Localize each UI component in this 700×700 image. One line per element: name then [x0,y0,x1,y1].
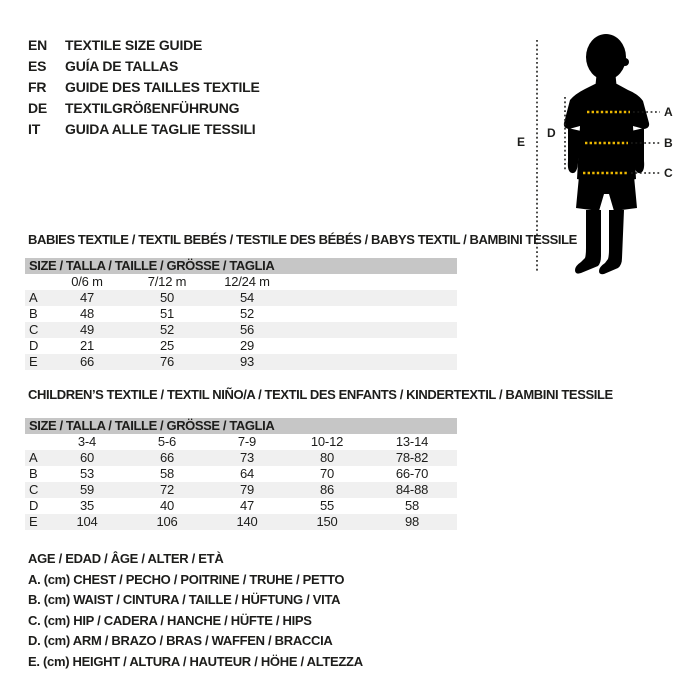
measurement-legend [28,549,363,672]
cell-value: 50 [159,290,175,305]
cell-value: 73 [239,450,255,465]
cell-value: 25 [159,338,175,353]
filler-cell [287,306,457,322]
cell-value: 98 [404,514,420,529]
legend-line-age: AGE / EDAD / ÂGE / ALTER / ETÀ [28,551,224,566]
cell-value: 58 [159,466,175,481]
row-label: C [29,482,39,497]
children-section-title: CHILDREN’S TEXTILE / TEXTIL NIÑO/A / TEXTIL DES ENFANTS / KINDERTEXTIL / BAMBINI TESSILE [28,387,613,402]
column-header: 0/6 m [71,274,103,289]
table-row-e [25,514,457,530]
cell-value: 55 [319,498,335,513]
empty-corner-cell [25,434,47,450]
legend-line-height: E. (cm) HEIGHT / ALTURA / HAUTEUR / HÖHE / ALTEZZA [28,653,363,669]
children-column-header-row [25,434,457,450]
cell-value: 106 [156,514,178,529]
empty-corner-cell [25,274,47,290]
cell-value: 56 [239,322,255,337]
cell-value: 52 [159,322,175,337]
figure-label-waist: B [664,136,673,150]
figure-label-chest: A [664,105,673,119]
legend-line-chest: A. (cm) CHEST / PECHO / POITRINE / TRUHE / PETTO [28,571,345,587]
cell-value: 66-70 [395,466,429,481]
cell-value: 93 [239,354,255,369]
table-row-b [25,306,457,322]
language-row-de [28,98,260,119]
babies-section-title: BABIES TEXTILE / TEXTIL BEBÉS / TESTILE DES BÉBÉS / BABYS TEXTIL / BAMBINI TESSILE [28,232,577,247]
cell-value: 76 [159,354,175,369]
cell-value: 40 [159,498,175,513]
cell-value: 58 [404,498,420,513]
cell-value: 35 [79,498,95,513]
babies-column-header-row [25,274,457,290]
column-header: 12/24 m [224,274,270,289]
row-label: C [29,322,39,337]
children-table-header-bar: SIZE / TALLA / TAILLE / GRÖSSE / TAGLIA [25,418,457,434]
cell-value: 78-82 [395,450,429,465]
table-row-d [25,498,457,514]
column-header: 7-9 [237,434,257,449]
legend-line-hip: C. (cm) HIP / CADERA / HANCHE / HÜFTE / HIPS [28,612,312,628]
language-code: FR [28,79,47,95]
column-header: 10-12 [310,434,344,449]
cell-value: 86 [319,482,335,497]
figure-label-hip: C [664,166,673,180]
legend-line-waist: B. (cm) WAIST / CINTURA / TAILLE / HÜFTUNG / VITA [28,592,341,607]
cell-value: 54 [239,290,255,305]
language-code: EN [28,37,48,53]
language-row-fr [28,77,260,98]
cell-value: 140 [236,514,258,529]
column-header: 5-6 [157,434,177,449]
table-row-d [25,338,457,354]
table-row-a [25,290,457,306]
language-title: GUIDA ALLE TAGLIE TESSILI [65,121,256,137]
figure-label-height: E [517,135,525,149]
column-header: 7/12 m [147,274,187,289]
children-size-table [25,418,457,530]
language-code: IT [28,121,41,137]
cell-value: 66 [79,354,95,369]
cell-value: 48 [79,306,95,321]
row-label: B [29,466,38,481]
language-row-it [28,119,260,140]
language-title: TEXTILGRÖßENFÜHRUNG [65,100,240,116]
child-silhouette-figure [505,28,700,288]
row-label: D [29,498,39,513]
table-row-c [25,482,457,498]
language-title: GUIDE DES TAILLES TEXTILE [65,79,260,95]
table-row-a [25,450,457,466]
legend-line-arm: D. (cm) ARM / BRAZO / BRAS / WAFFEN / BRACCIA [28,633,333,648]
language-title: GUÍA DE TALLAS [65,58,179,74]
cell-value: 64 [239,466,255,481]
column-header: 13-14 [395,434,429,449]
row-label: E [29,514,38,529]
row-label: A [29,450,38,465]
babies-table-header-bar: SIZE / TALLA / TAILLE / GRÖSSE / TAGLIA [25,258,457,274]
cell-value: 47 [239,498,255,513]
language-row-en [28,35,260,56]
figure-label-arm: D [547,126,556,140]
filler-cell [287,354,457,370]
filler-cell [287,322,457,338]
cell-value: 29 [239,338,255,353]
language-code: DE [28,100,48,116]
cell-value: 49 [79,322,95,337]
filler-cell [287,274,457,290]
cell-value: 53 [79,466,95,481]
row-label: D [29,338,39,353]
table-row-b [25,466,457,482]
cell-value: 60 [79,450,95,465]
babies-size-table [25,258,457,370]
table-row-e [25,354,457,370]
cell-value: 104 [76,514,98,529]
cell-value: 150 [316,514,338,529]
language-code: ES [28,58,47,74]
cell-value: 66 [159,450,175,465]
language-title: TEXTILE SIZE GUIDE [65,37,203,53]
cell-value: 51 [159,306,175,321]
row-label: E [29,354,38,369]
cell-value: 79 [239,482,255,497]
cell-value: 59 [79,482,95,497]
cell-value: 52 [239,306,255,321]
language-row-es [28,56,260,77]
language-title-list [28,35,260,140]
cell-value: 84-88 [395,482,429,497]
row-label: A [29,290,38,305]
filler-cell [287,338,457,354]
row-label: B [29,306,38,321]
filler-cell [287,290,457,306]
column-header: 3-4 [77,434,97,449]
cell-value: 47 [79,290,95,305]
cell-value: 21 [79,338,95,353]
table-row-c [25,322,457,338]
cell-value: 70 [319,466,335,481]
cell-value: 72 [159,482,175,497]
cell-value: 80 [319,450,335,465]
